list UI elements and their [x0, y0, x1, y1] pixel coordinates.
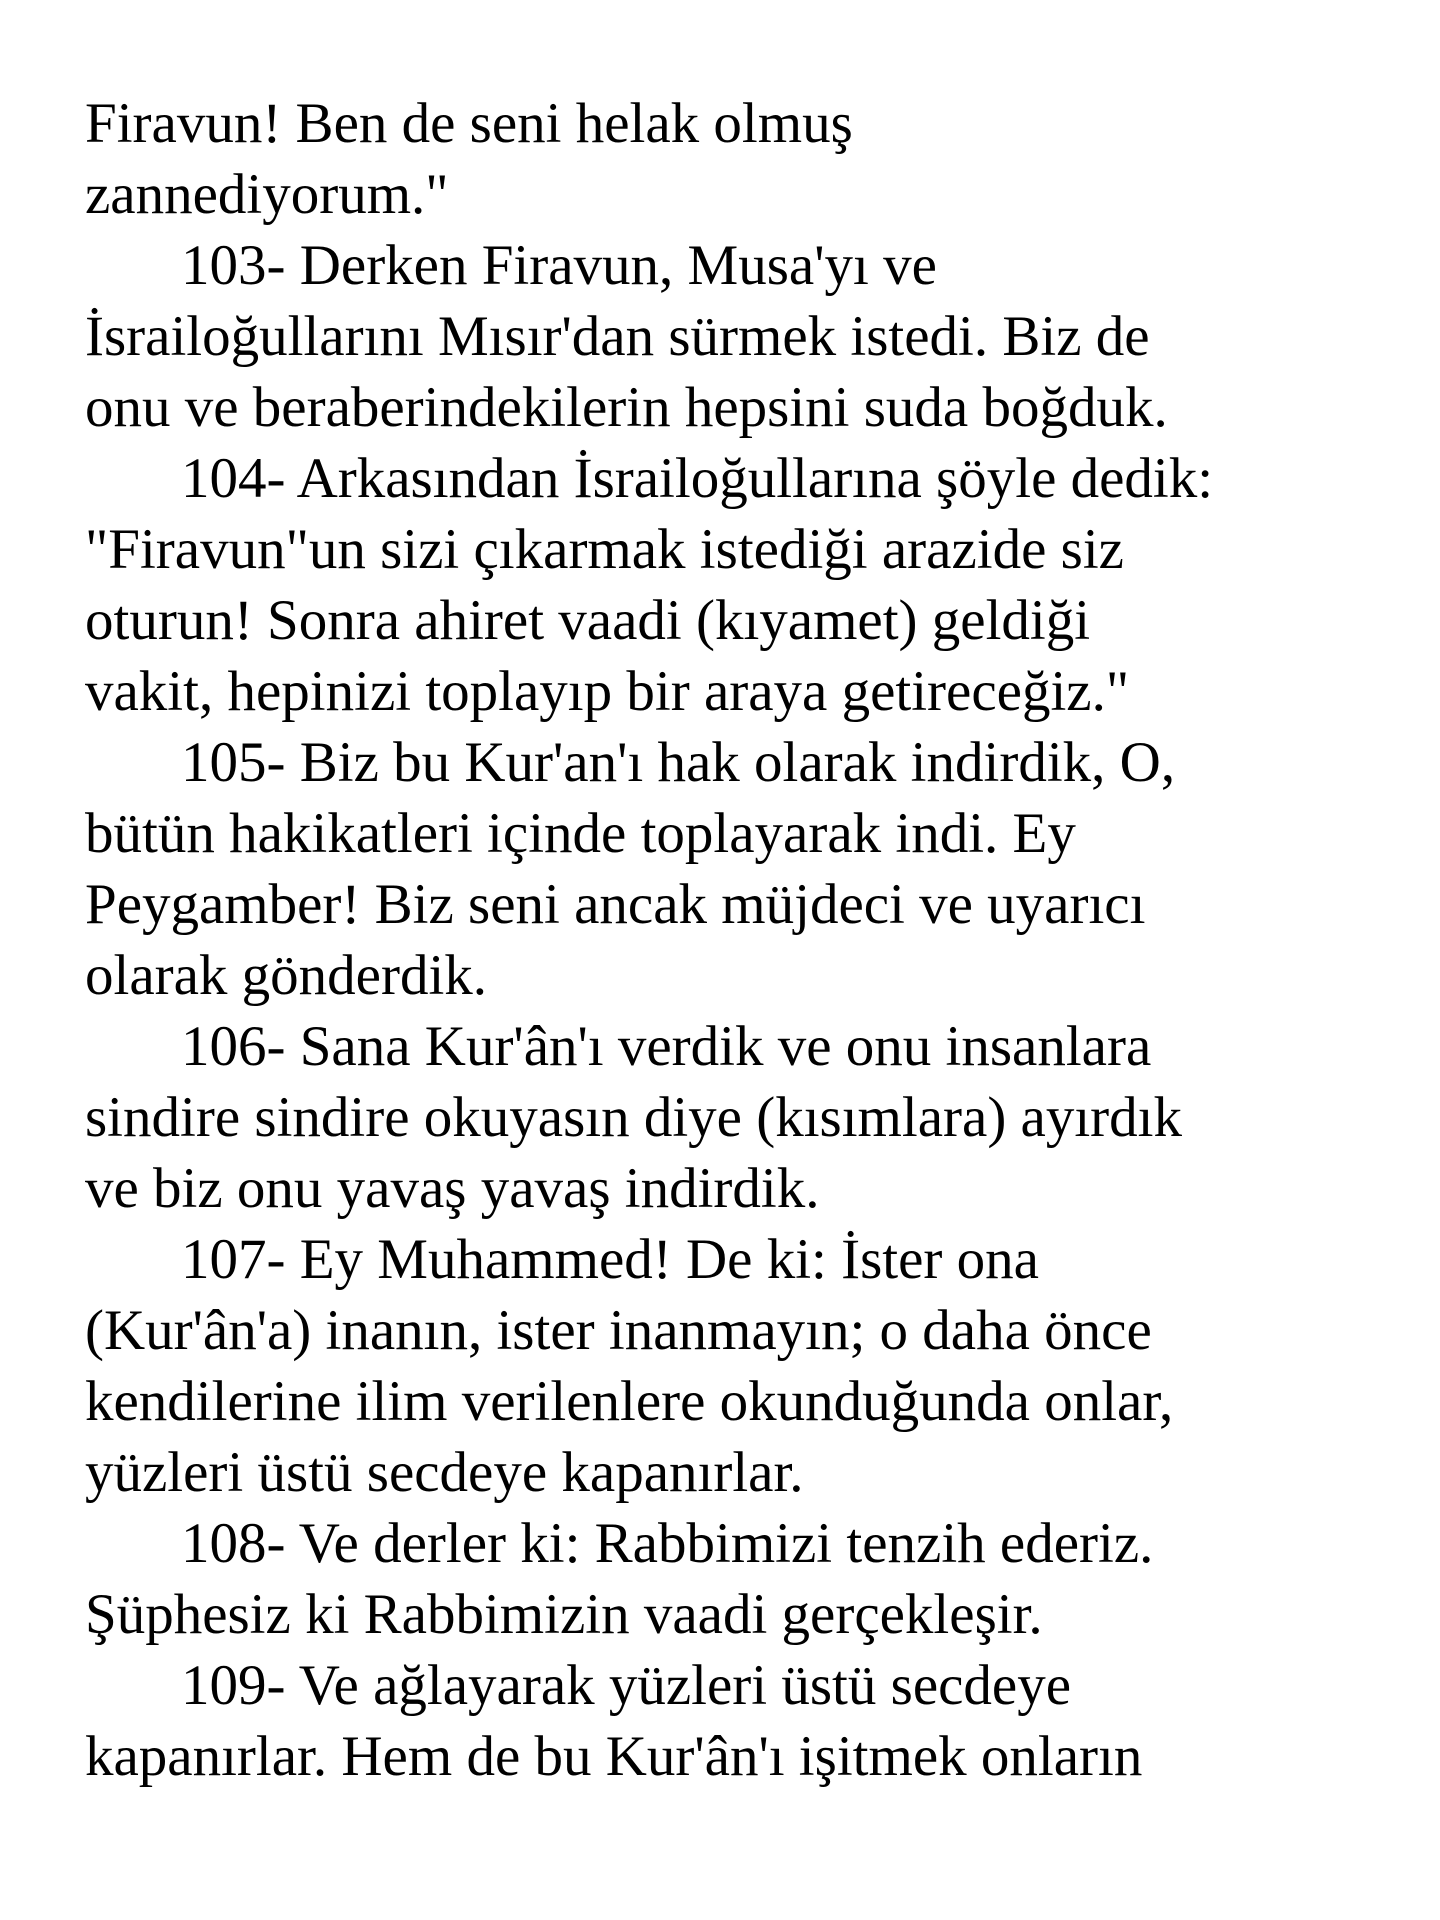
- text-line: 104- Arkasından İsrailoğullarına şöyle dedik:: [181, 447, 1214, 510]
- text-line: sindire sindire okuyasın diye (kısımlara) ayırdık: [85, 1086, 1182, 1149]
- text-line: ve biz onu yavaş yavaş indirdik.: [85, 1157, 820, 1220]
- text-line: zannediyorum.": [85, 163, 449, 226]
- text-line: 105- Biz bu Kur'an'ı hak olarak indirdik, O,: [181, 731, 1176, 794]
- text-line: "Firavun"un sizi çıkarmak istediği arazide siz: [85, 518, 1124, 581]
- text-line: 108- Ve derler ki: Rabbimizi tenzih ederiz.: [181, 1512, 1154, 1575]
- text-line: Firavun! Ben de seni helak olmuş: [85, 92, 853, 155]
- text-line: vakit, hepinizi toplayıp bir araya getireceğiz.": [85, 660, 1130, 723]
- text-line: 109- Ve ağlayarak yüzleri üstü secdeye: [181, 1654, 1072, 1717]
- text-line: İsrailoğullarını Mısır'dan sürmek istedi. Biz de: [85, 305, 1150, 368]
- text-line: yüzleri üstü secdeye kapanırlar.: [85, 1441, 804, 1504]
- body-text: [85, 88, 1405, 1792]
- text-line: Şüphesiz ki Rabbimizin vaadi gerçekleşir.: [85, 1583, 1043, 1646]
- text-line: 107- Ey Muhammed! De ki: İster ona: [181, 1228, 1039, 1291]
- text-line: 103- Derken Firavun, Musa'yı ve: [181, 234, 937, 297]
- text-line: oturun! Sonra ahiret vaadi (kıyamet) geldiği: [85, 589, 1091, 652]
- text-line: kendilerine ilim verilenlere okunduğunda onlar,: [85, 1370, 1174, 1433]
- text-line: onu ve beraberindekilerin hepsini suda boğduk.: [85, 376, 1168, 439]
- text-line: Peygamber! Biz seni ancak müjdeci ve uyarıcı: [85, 873, 1146, 936]
- text-line: (Kur'ân'a) inanın, ister inanmayın; o daha önce: [85, 1299, 1152, 1362]
- text-line: 106- Sana Kur'ân'ı verdik ve onu insanlara: [181, 1015, 1152, 1078]
- text-line: bütün hakikatleri içinde toplayarak indi. Ey: [85, 802, 1076, 865]
- text-line: olarak gönderdik.: [85, 944, 488, 1007]
- text-line: kapanırlar. Hem de bu Kur'ân'ı işitmek onların: [85, 1725, 1143, 1788]
